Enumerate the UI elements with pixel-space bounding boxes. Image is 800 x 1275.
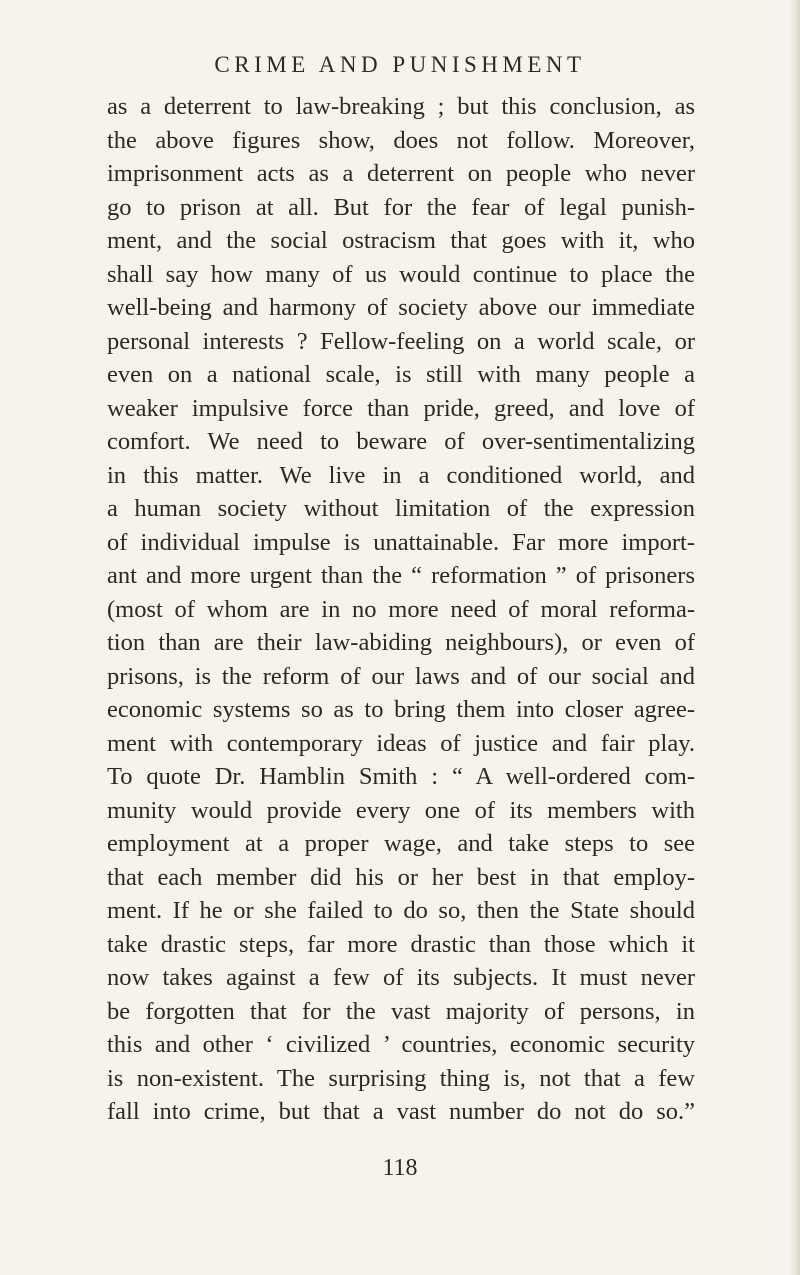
text-line: To quote Dr. Hamblin Smith : “ A well-ordered com- <box>107 763 695 790</box>
text-line: (most of whom are in no more need of moral reforma- <box>107 595 695 623</box>
text-line: ment, and the social ostracism that goes with it, who <box>107 227 695 254</box>
text-line: take drastic steps, far more drastic than those which it <box>107 930 695 958</box>
text-line: weaker impulsive force than pride, greed, and love of <box>107 394 695 422</box>
text-line: the above figures show, does not follow. Moreover, <box>107 126 695 154</box>
text-line: well-being and harmony of society above our immediate <box>107 294 695 321</box>
text-line: ment with contemporary ideas of justice and fair play. <box>107 729 695 757</box>
text-line: be forgotten that for the vast majority of persons, in <box>107 997 695 1025</box>
text-line: a human society without limitation of the expression <box>107 495 695 522</box>
text-line: prisons, is the reform of our laws and of our social and <box>107 662 695 690</box>
text-line: fall into crime, but that a vast number do not do so.” <box>107 1098 695 1125</box>
text-line: economic systems so as to bring them into closer agree- <box>107 696 695 723</box>
text-line: imprisonment acts as a deterrent on people who never <box>107 160 695 187</box>
body-text <box>107 90 695 1129</box>
text-line: tion than are their law-abiding neighbours), or even of <box>107 629 695 656</box>
text-line: ment. If he or she failed to do so, then the State should <box>107 897 695 924</box>
text-line: go to prison at all. But for the fear of legal punish- <box>107 193 695 221</box>
text-line: is non-existent. The surprising thing is, not that a few <box>107 1064 695 1092</box>
text-line: ant and more urgent than the “ reformation ” of prisoners <box>107 562 695 589</box>
running-head: CRIME AND PUNISHMENT <box>214 52 586 77</box>
text-line: shall say how many of us would continue to place the <box>107 260 695 288</box>
text-line: employment at a proper wage, and take steps to see <box>107 830 695 857</box>
text-line: this and other ‘ civilized ’ countries, economic security <box>107 1031 695 1058</box>
text-line: that each member did his or her best in that employ- <box>107 863 695 891</box>
text-line: of individual impulse is unattainable. Far more import- <box>107 528 695 556</box>
text-line: munity would provide every one of its members with <box>107 796 695 824</box>
text-line: even on a national scale, is still with many people a <box>107 361 695 388</box>
text-line: now takes against a few of its subjects. It must never <box>107 964 695 991</box>
text-line: personal interests ? Fellow-feeling on a world scale, or <box>107 327 695 355</box>
text-line: comfort. We need to beware of over-sentimentalizing <box>107 428 695 455</box>
text-line: as a deterrent to law-breaking ; but this conclusion, as <box>107 93 695 120</box>
text-line: in this matter. We live in a conditioned world, and <box>107 461 695 489</box>
page-number: 118 <box>382 1155 418 1181</box>
page-edge <box>790 0 800 1275</box>
